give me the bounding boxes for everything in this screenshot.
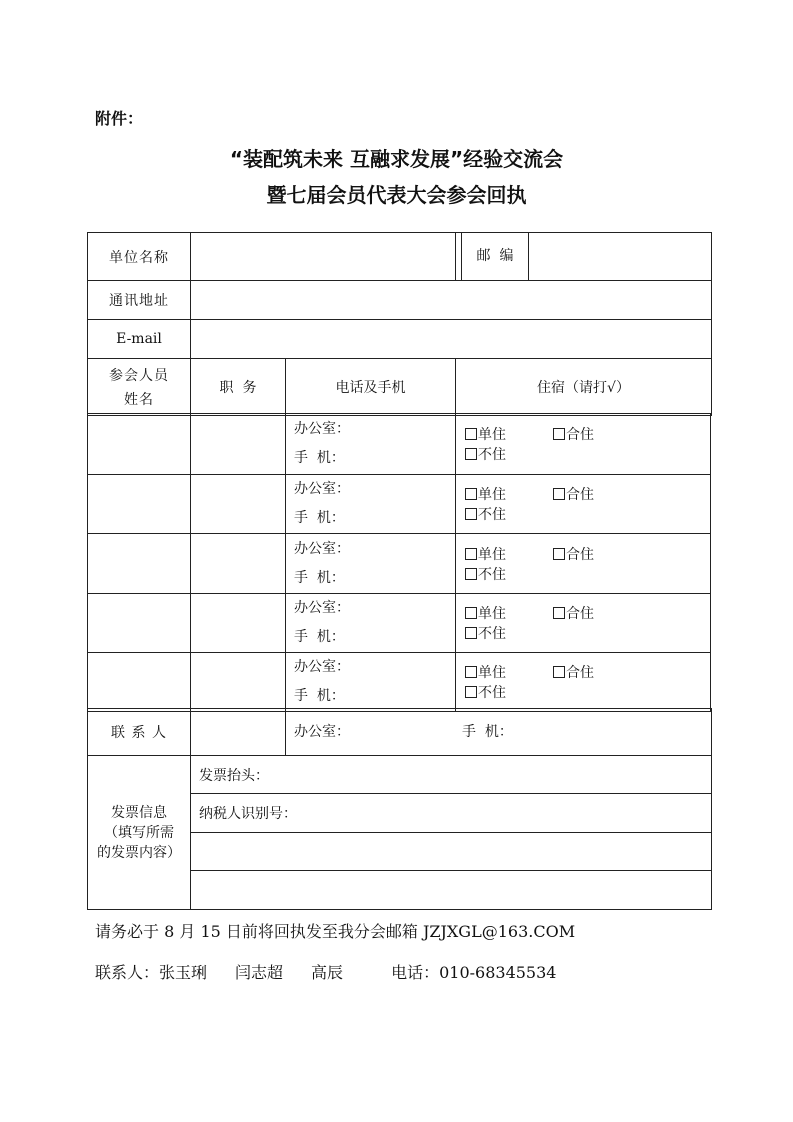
attendee-position-field[interactable] <box>191 594 286 653</box>
attendee-row <box>88 594 711 653</box>
invoice-title-field[interactable] <box>191 756 712 794</box>
mobile-phone-label: 手 机： <box>294 450 345 466</box>
lodging-options <box>456 475 711 534</box>
registration-form-table <box>87 232 712 416</box>
lodging-option-single-room[interactable] <box>465 603 553 623</box>
lodging-option-shared-room[interactable] <box>553 603 641 623</box>
attendee-phone-field[interactable] <box>286 475 456 534</box>
document-title-line-2: 暨七届会员代表大会参会回执 <box>266 183 527 207</box>
attendee-name-field[interactable] <box>88 534 191 594</box>
lodging-option-label: 合住 <box>566 427 594 443</box>
lodging-options <box>456 653 711 712</box>
attendee-position-field[interactable] <box>191 534 286 594</box>
contact-phone-field[interactable] <box>286 709 712 756</box>
lodging-option-label: 合住 <box>566 665 594 681</box>
checkbox-icon[interactable] <box>465 508 477 520</box>
invoice-label-line-1: 发票信息 <box>111 804 167 821</box>
lodging-options <box>456 414 711 475</box>
invoice-label-line-3: 的发票内容） <box>97 844 181 861</box>
phone-prefix: 电话： <box>391 963 440 982</box>
invoice-extra-field-1[interactable] <box>191 833 712 871</box>
contact-row <box>88 709 712 756</box>
lodging-option-label: 不住 <box>478 447 506 463</box>
taxpayer-id-field[interactable] <box>191 794 712 833</box>
checkbox-icon[interactable] <box>465 686 477 698</box>
attendee-phone-field[interactable] <box>286 534 456 594</box>
checkbox-icon[interactable] <box>465 428 477 440</box>
lodging-option-no-lodging[interactable] <box>465 444 553 464</box>
contact-name-field[interactable] <box>191 709 286 756</box>
invoice-extra-field-2[interactable] <box>191 871 712 910</box>
attendee-row <box>88 414 711 475</box>
lodging-option-label: 单住 <box>478 427 506 443</box>
lodging-option-label: 不住 <box>478 626 506 642</box>
office-phone-label: 办公室： <box>294 659 350 675</box>
document-title-line-1: “装配筑未来 互融求发展”经验交流会 <box>229 147 564 171</box>
checkbox-icon[interactable] <box>465 607 477 619</box>
lodging-option-shared-room[interactable] <box>553 424 641 444</box>
lodging-option-label: 单住 <box>478 665 506 681</box>
address-field[interactable] <box>191 281 712 320</box>
address-label: 通讯地址 <box>88 281 191 320</box>
attendee-label-line-1: 参会人员 <box>109 368 169 384</box>
position-header: 职 务 <box>191 359 286 416</box>
checkbox-icon[interactable] <box>465 448 477 460</box>
lodging-option-label: 合住 <box>566 487 594 503</box>
invoice-title-row <box>88 756 712 794</box>
mobile-phone-label: 手 机： <box>294 569 345 586</box>
deadline-note: 请务必于 8 月 15 日前将回执发至我分会邮箱 JZJXGL@163.COM <box>95 922 576 941</box>
email-row <box>88 320 712 359</box>
lodging-option-single-room[interactable] <box>465 544 553 564</box>
attendee-position-field[interactable] <box>191 653 286 712</box>
lodging-option-no-lodging[interactable] <box>465 504 553 524</box>
address-row <box>88 281 712 320</box>
invoice-title-label: 发票抬头： <box>199 767 269 784</box>
office-phone-label: 办公室： <box>294 421 350 437</box>
lodging-option-label: 单住 <box>478 546 506 563</box>
checkbox-icon[interactable] <box>465 548 477 560</box>
phone-header: 电话及手机 <box>286 359 456 416</box>
attendee-name-header <box>88 359 191 416</box>
checkbox-icon[interactable] <box>465 627 477 639</box>
lodging-option-single-room[interactable] <box>465 484 553 504</box>
attendee-name-field[interactable] <box>88 475 191 534</box>
attendee-label-line-2: 姓名 <box>124 392 154 408</box>
unit-name-field[interactable] <box>191 233 514 281</box>
attendee-rows-table <box>87 413 711 712</box>
attendee-name-field[interactable] <box>88 414 191 475</box>
attendee-phone-field[interactable] <box>286 653 456 712</box>
contact-invoice-table <box>87 708 712 910</box>
checkbox-icon[interactable] <box>553 607 565 619</box>
checkbox-icon[interactable] <box>465 488 477 500</box>
attendee-name-field[interactable] <box>88 653 191 712</box>
lodging-options <box>456 594 711 653</box>
postcode-label: 邮 编 <box>461 233 529 280</box>
office-phone-label: 办公室： <box>294 481 350 497</box>
lodging-option-label: 合住 <box>566 546 594 563</box>
lodging-option-shared-room[interactable] <box>553 662 641 682</box>
attendee-position-field[interactable] <box>191 475 286 534</box>
lodging-option-single-room[interactable] <box>465 662 553 682</box>
attendee-row <box>88 653 711 712</box>
lodging-option-single-room[interactable] <box>465 424 553 444</box>
contact-label: 联 系 人 <box>88 709 191 756</box>
contact-name-3: 高辰 <box>311 963 344 982</box>
lodging-option-label: 不住 <box>478 507 506 523</box>
contact-name-2: 闫志超 <box>235 963 284 982</box>
mobile-phone-label: 手 机： <box>294 510 345 526</box>
checkbox-icon[interactable] <box>465 666 477 678</box>
lodging-option-label: 单住 <box>478 606 506 622</box>
lodging-option-no-lodging[interactable] <box>465 564 553 584</box>
lodging-option-no-lodging[interactable] <box>465 682 553 702</box>
lodging-option-label: 不住 <box>478 685 506 701</box>
lodging-option-shared-room[interactable] <box>553 484 641 504</box>
contact-office-label: 办公室： <box>294 723 350 740</box>
invoice-label-line-2: （填写所需 <box>104 824 174 841</box>
lodging-option-no-lodging[interactable] <box>465 623 553 643</box>
lodging-option-label: 不住 <box>478 566 506 583</box>
email-label: E-mail <box>88 320 191 359</box>
checkbox-icon[interactable] <box>553 666 565 678</box>
checkbox-icon[interactable] <box>465 568 477 580</box>
office-phone-label: 办公室： <box>294 600 350 616</box>
lodging-options <box>456 534 711 594</box>
attendee-phone-field[interactable] <box>286 414 456 475</box>
lodging-header: 住宿（请打√） <box>456 359 712 416</box>
lodging-option-label: 单住 <box>478 487 506 503</box>
checkbox-icon[interactable] <box>553 428 565 440</box>
lodging-option-shared-room[interactable] <box>553 544 641 564</box>
contacts-prefix: 联系人： <box>95 963 160 982</box>
unit-name-label: 单位名称 <box>88 233 191 281</box>
checkbox-icon[interactable] <box>553 548 565 560</box>
taxpayer-id-label: 纳税人识别号： <box>199 806 297 822</box>
attendee-row <box>88 534 711 594</box>
contact-mobile-label: 手 机： <box>462 723 513 740</box>
checkbox-icon[interactable] <box>553 488 565 500</box>
attendee-phone-field[interactable] <box>286 594 456 653</box>
email-field[interactable] <box>191 320 712 359</box>
unit-row <box>88 233 712 281</box>
attendee-position-field[interactable] <box>191 414 286 475</box>
invoice-info-label <box>88 756 191 910</box>
contact-name-1: 张玉琍 <box>159 963 208 982</box>
mobile-phone-label: 手 机： <box>294 688 345 704</box>
attendee-name-field[interactable] <box>88 594 191 653</box>
attendee-header-row <box>88 359 712 416</box>
office-phone-label: 办公室： <box>294 540 350 557</box>
attendee-row <box>88 475 711 534</box>
lodging-option-label: 合住 <box>566 606 594 622</box>
mobile-phone-label: 手 机： <box>294 629 345 645</box>
phone-number: 010-68345534 <box>439 963 557 982</box>
attachment-label: 附件： <box>95 109 144 128</box>
contact-note <box>95 960 556 983</box>
